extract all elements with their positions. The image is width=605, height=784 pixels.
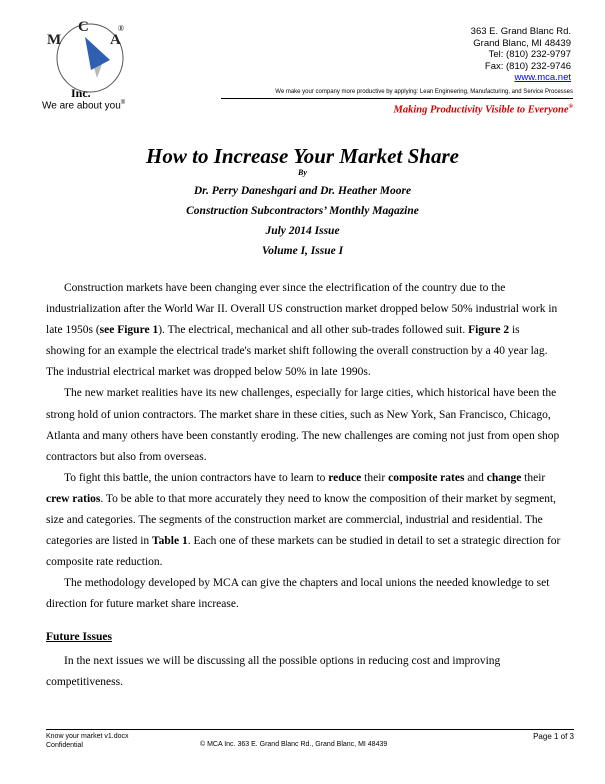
website-link[interactable]: www.mca.net — [514, 72, 571, 83]
page-number: Page 1 of 3 — [533, 732, 574, 741]
p3-bold-composite-rates: composite rates — [388, 471, 465, 484]
p3-text-e: their — [521, 471, 546, 484]
article-publication: Construction Subcontractors’ Monthly Magazine — [186, 205, 419, 217]
future-issues-text: In the next issues we will be discussing all the possible options in reducing cost and improving competitiveness. — [46, 655, 501, 689]
services-line: We make your company more productive by applying: Lean Engineering, Manufacturing, and Service Processes — [275, 89, 573, 95]
figure-2-reference: Figure 2 — [468, 324, 510, 337]
p3-bold-crew-ratios: crew ratios — [46, 492, 101, 505]
p3-text-a: To fight this battle, the union contractors have to learn to — [64, 471, 329, 484]
header-divider — [221, 98, 573, 99]
logo-tagline — [42, 100, 125, 111]
logo-registered-mark: ® — [118, 24, 125, 33]
logo-letter-c: C — [78, 19, 89, 35]
p3-bold-reduce: reduce — [328, 471, 362, 484]
table-1-reference: Table 1 — [152, 535, 188, 548]
footer-file-info — [46, 732, 128, 750]
address-fax: Fax: (810) 232-9746 — [484, 60, 571, 72]
article-volume: Volume I, Issue I — [261, 245, 344, 257]
logo-inc: Inc. — [71, 86, 91, 100]
footer-filename: Know your market v1.docx — [46, 733, 129, 740]
article-body — [46, 278, 561, 616]
paragraph-4: The methodology developed by MCA can give the chapters and local unions the needed knowledge to set direction for future market share increase. — [46, 577, 550, 611]
future-issues-heading: Future Issues — [46, 631, 112, 643]
p3-text-f: . To be able to that more accurately they need to know the composition of their market by segment, size and categories. The segments of the construction market are commercial, industrial and residential. The categories are listed in — [46, 492, 557, 548]
paragraph-3 — [46, 468, 561, 573]
figure-1-reference: see Figure 1 — [99, 324, 159, 337]
paragraph-1 — [46, 278, 561, 383]
footer-classification: Confidential — [46, 742, 83, 749]
address-tel: Tel: (810) 232-9797 — [488, 49, 571, 60]
p1-text-d: is showing for an example the electrical trade's market shift following the overall construction by a 40 year lag. The industrial electrical market was dropped below 50% in late 1990s. — [46, 324, 548, 379]
p3-bold-change: change — [486, 471, 522, 484]
footer-divider — [46, 729, 574, 730]
slogan-text: Making Productivity Visible to Everyone — [393, 104, 569, 116]
address-city: Grand Blanc, MI 48439 — [473, 37, 571, 49]
article-title: How to Increase Your Market Share — [146, 144, 459, 168]
company-address — [471, 26, 571, 84]
p1-text-c: ). The electrical, mechanical and all other sub-trades followed suit. — [158, 324, 469, 337]
article-authors: Dr. Perry Daneshgari and Dr. Heather Moore — [193, 185, 412, 197]
logo-letter-m: M — [47, 32, 62, 48]
paragraph-2: The new market realities have its new challenges, especially for large cities, which historical have been the strong hold of union contractors. The market share in these cities, such as New York, San Francisco, Chicago, Atlanta and many others have been constantly eroding. The new challenges are coming not just from open shop contractors but also from overseas. — [46, 387, 560, 463]
tagline-registered-mark: ® — [120, 100, 126, 106]
footer-copyright: © MCA Inc. 363 E. Grand Blanc Rd., Grand Blanc, MI 48439 — [200, 741, 388, 748]
p3-text-c: their — [361, 471, 389, 484]
article-by: By — [298, 168, 307, 177]
p3-text-g: . Each one of these markets can be studied in detail to set a strategic direction for composite rate reduction. — [46, 535, 561, 569]
logo-letter-a: A — [110, 32, 121, 48]
article-issue-date: July 2014 Issue — [265, 225, 340, 237]
slogan-registered-mark: ® — [568, 104, 573, 110]
company-slogan — [394, 104, 573, 116]
p3-text-d: and — [464, 471, 487, 484]
address-street: 363 E. Grand Blanc Rd. — [470, 26, 571, 37]
tagline-text: We are about you — [42, 100, 121, 112]
p1-text-a: Construction markets have been changing ever since the electrification of the country due to the industrialization after the World War II. Overall US construction market dropped below 50% industrial work in late 1950s ( — [46, 282, 558, 337]
